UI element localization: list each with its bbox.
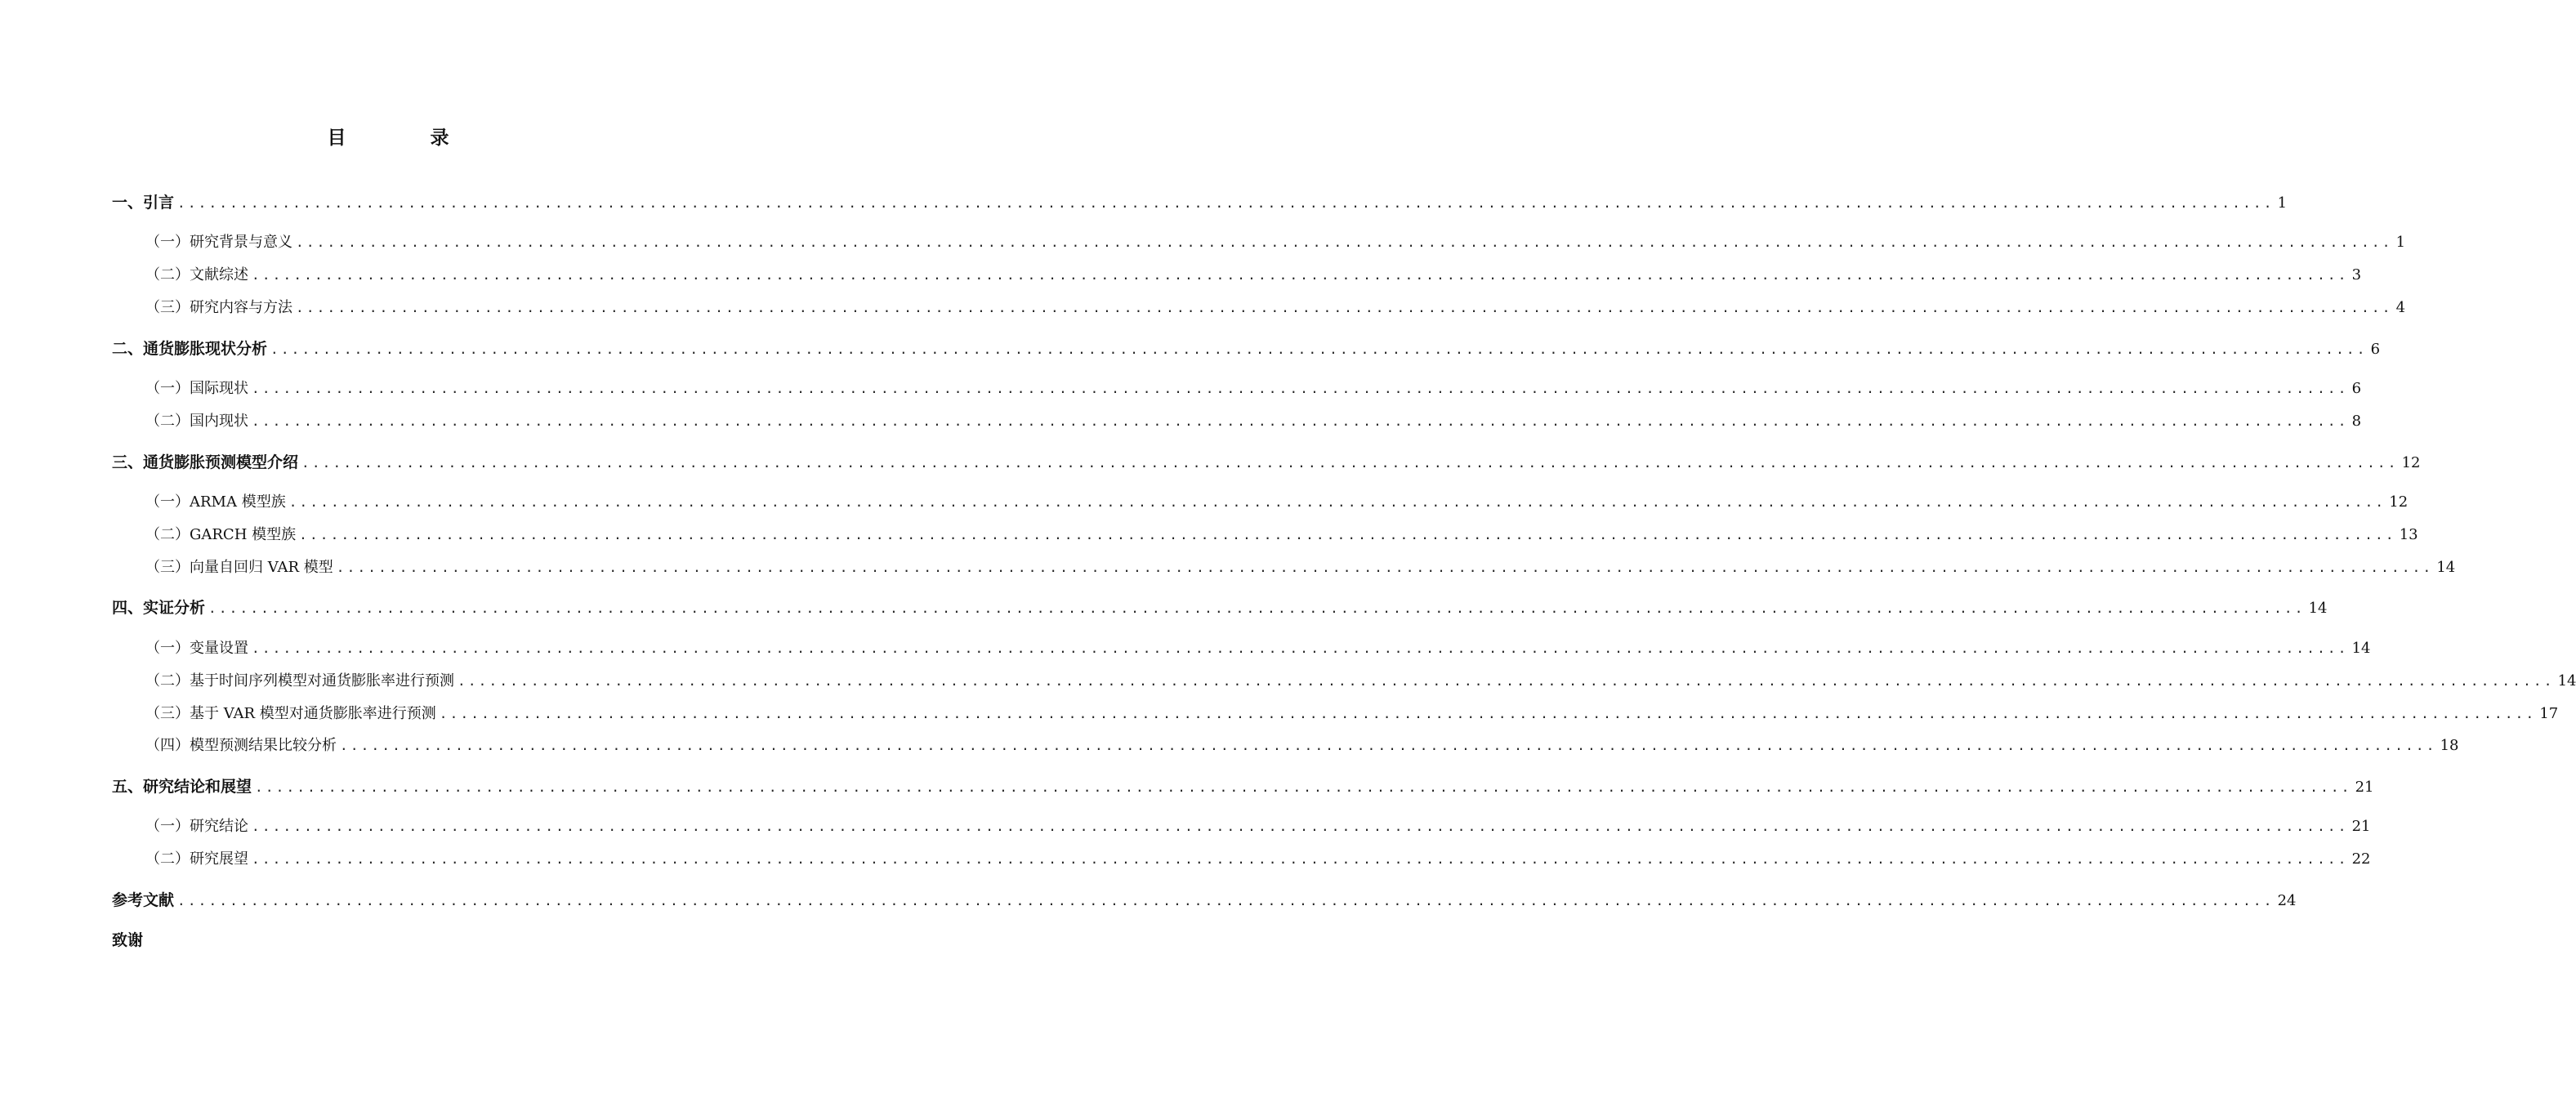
toc-dot-leader: ........................................................................................................................................................................................................ [296,234,2393,250]
toc-page-number: 1 [2277,194,2288,212]
toc-dot-leader: ........................................................................................................................................................................................................ [252,381,2349,396]
toc-chapter-entry[interactable] [112,776,2374,797]
toc-page-number: 14 [2308,600,2328,617]
toc-page-number: 14 [2351,640,2371,657]
toc-dot-leader: ........................................................................................................................................................................................................ [301,455,2399,471]
toc-dot-leader: ........................................................................................................................................................................................................ [252,267,2349,283]
toc-section-entry[interactable] [145,703,2559,725]
toc-entry-title: 二、通货膨胀现状分析 [112,340,268,358]
toc-entry-title: 五、研究结论和展望 [112,778,252,796]
toc-section-entry[interactable] [145,671,2576,692]
toc-entry-title: 一、引言 [112,194,175,212]
toc-entry-title: （三）基于 VAR 模型对通货膨胀率进行预测 [145,705,436,722]
toc-entry-title: （三）向量自回归 VAR 模型 [145,559,333,576]
toc-entry-title: （一）研究结论 [145,818,248,835]
toc-section-entry[interactable] [145,816,2371,837]
toc-page-number: 12 [2401,454,2421,471]
toc-dot-leader: ........................................................................................................................................................................................................ [270,341,2368,357]
toc-entry-title: （二）研究展望 [145,850,248,868]
toc-dot-leader: ........................................................................................................................................................................................................ [177,893,2275,908]
toc-section-entry[interactable] [145,849,2371,870]
toc-chapter-entry[interactable] [112,452,2421,473]
toc-page-number: 8 [2351,413,2362,430]
toc-section-entry[interactable] [145,232,2406,253]
toc-page-number: 17 [2539,705,2559,722]
toc-section-entry[interactable] [145,524,2418,546]
toc-section-entry[interactable] [145,265,2362,286]
toc-page-number: 3 [2351,266,2362,283]
toc-dot-leader: ........................................................................................................................................................................................................ [340,738,2437,753]
toc-entry-title: （三）研究内容与方法 [145,299,292,316]
toc-entry-title: （二）GARCH 模型族 [145,526,297,543]
toc-dot-leader: ........................................................................................................................................................................................................ [299,527,2396,542]
toc-page-number: 14 [2557,672,2576,690]
toc-page-number: 6 [2351,380,2362,397]
toc-section-entry[interactable] [145,297,2406,319]
toc-page-number: 18 [2440,737,2459,754]
toc-entry-title: （二）国内现状 [145,413,248,430]
toc-entry-title: 参考文献 [112,891,175,909]
toc-section-entry[interactable] [145,638,2371,659]
toc-page-number: 22 [2351,850,2371,868]
toc-section-entry[interactable] [145,378,2362,399]
toc-dot-leader: ........................................................................................................................................................................................................ [252,851,2349,867]
toc-dot-leader: ........................................................................................................................................................................................................ [296,300,2393,315]
toc-dot-leader: ........................................................................................................................................................................................................ [336,560,2434,575]
toc-dot-leader: ........................................................................................................................................................................................................ [177,195,2275,211]
toc-entry-title: 三、通货膨胀预测模型介绍 [112,453,299,471]
toc-entry-title: 四、实证分析 [112,599,206,617]
toc-dot-leader: ........................................................................................................................................................................................................ [252,819,2349,834]
toc-entry-title: （一）ARMA 模型族 [145,493,286,511]
toc-page-number: 13 [2399,526,2418,543]
toc-page-number: 24 [2277,892,2297,909]
toc-dot-leader: ........................................................................................................................................................................................................ [252,413,2349,429]
toc-page-number: 4 [2395,299,2406,316]
toc-dot-leader: ........................................................................................................................................................................................................ [255,779,2352,795]
toc-page-number: 12 [2389,493,2409,511]
toc-entry-title: （一）国际现状 [145,380,248,397]
toc-dot-leader: ........................................................................................................................................................................................................ [439,706,2537,721]
toc-section-entry[interactable] [145,735,2459,757]
toc-entry-title: （一）变量设置 [145,640,248,657]
toc-section-entry[interactable] [145,492,2409,513]
toc-entry-title: 致谢 [112,931,144,949]
toc-dot-leader: ........................................................................................................................................................................................................ [288,494,2386,510]
toc-dot-leader: ........................................................................................................................................................................................................ [252,640,2349,656]
toc-dot-leader: ........................................................................................................................................................................................................ [208,600,2306,616]
toc-page-number: 21 [2355,779,2374,796]
toc-page-number: 21 [2351,818,2371,835]
toc-entry-title: （一）研究背景与意义 [145,234,292,251]
toc-entry-title: （二）基于时间序列模型对通货膨胀率进行预测 [145,672,454,690]
toc-section-entry[interactable] [145,557,2456,578]
toc-page-number: 14 [2436,559,2456,576]
toc-chapter-entry[interactable] [112,890,2297,911]
toc-chapter-entry[interactable] [112,930,694,951]
toc-dot-leader: ........................................................................................................................................................................................................ [458,673,2555,689]
toc-section-entry[interactable] [145,411,2362,432]
toc-entry-title: （四）模型预测结果比较分析 [145,737,337,754]
toc-chapter-entry[interactable] [112,192,2288,213]
page-title: 目 录 [327,127,482,149]
toc-chapter-entry[interactable] [112,597,2328,618]
toc-chapter-entry[interactable] [112,338,2381,359]
toc-page-number: 1 [2395,234,2406,251]
toc-entry-title: （二）文献综述 [145,266,248,283]
toc-page-number: 6 [2370,341,2381,358]
